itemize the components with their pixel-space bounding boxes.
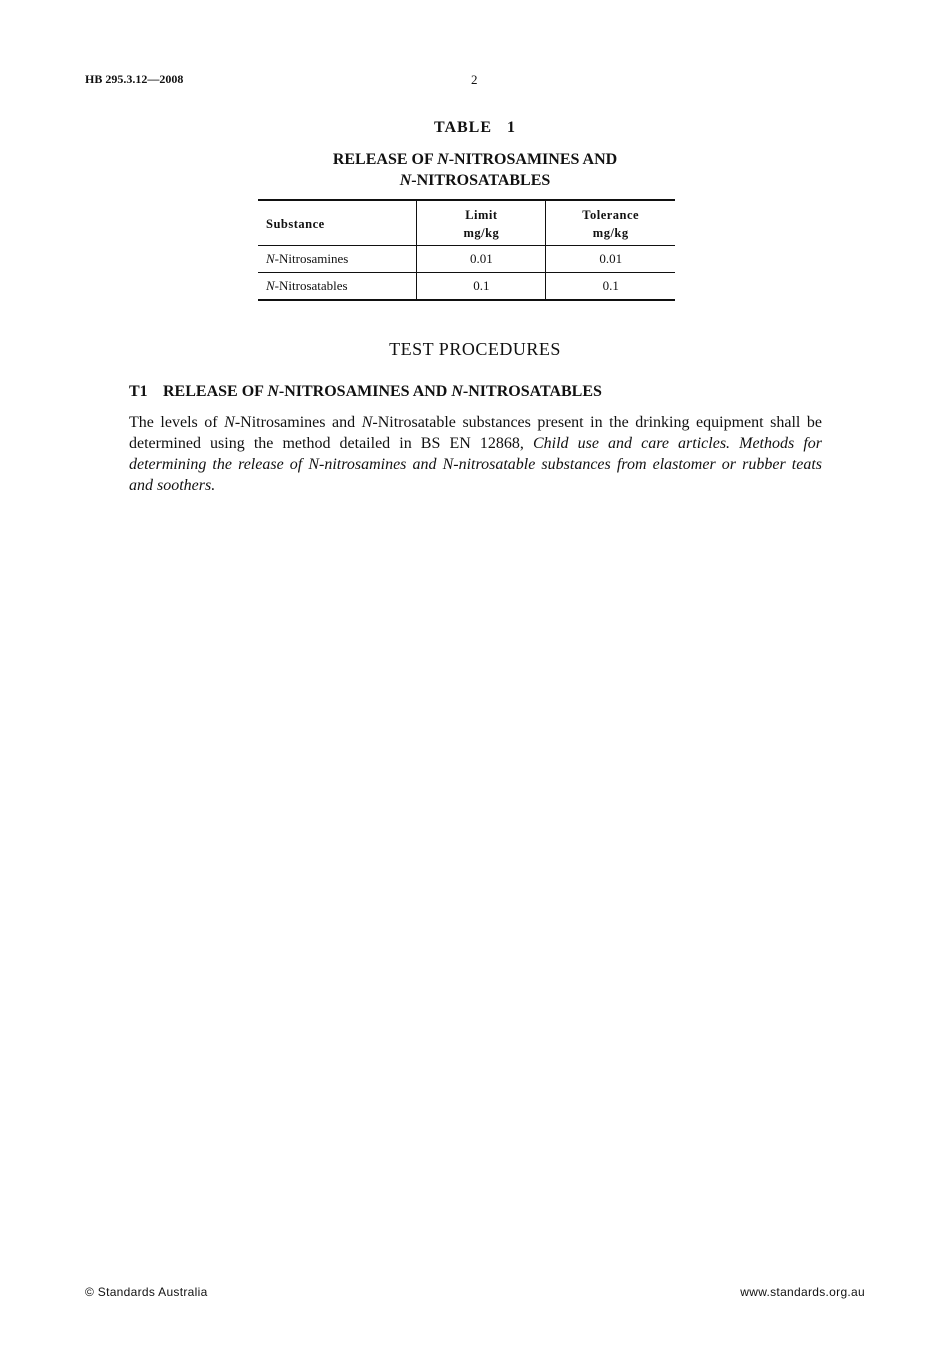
clause-title-text: RELEASE OF bbox=[163, 383, 268, 400]
page-number: 2 bbox=[471, 72, 478, 87]
table-row bbox=[258, 246, 675, 273]
section-heading: TEST PROCEDURES bbox=[389, 339, 561, 359]
table-title-text: -NITROSATABLES bbox=[411, 172, 551, 189]
clause-title-text: -NITROSAMINES AND bbox=[278, 383, 452, 400]
clause-number: T1 bbox=[129, 383, 148, 400]
cell-substance: N-Nitrosamines bbox=[258, 246, 417, 273]
clause-title-italic: N bbox=[451, 383, 463, 400]
clause-title-text: -NITROSATABLES bbox=[462, 383, 602, 400]
table-title-italic: N bbox=[437, 151, 449, 168]
footer-website: www.standards.org.au bbox=[740, 1285, 865, 1299]
clause-title-italic: N bbox=[267, 383, 279, 400]
table-title bbox=[0, 149, 950, 191]
clause-body: The levels of N-Nitrosamines and N-Nitrosatable substances present in the drinking equipment shall be determined using the method detailed in BS EN 12868, Child use and care articles. Methods for determining the release of N-nitrosamines and N-nitrosatable substances from elastomer or rubber teats and soothers. bbox=[129, 414, 822, 494]
table-number: TABLE 1 bbox=[433, 119, 517, 136]
cell-limit: 0.1 bbox=[417, 273, 546, 301]
release-table bbox=[258, 199, 675, 301]
footer-copyright: © Standards Australia bbox=[85, 1285, 208, 1299]
header-substance: Substance bbox=[258, 200, 417, 246]
cell-substance: N-Nitrosatables bbox=[258, 273, 417, 301]
referenced-standard-title: Child use and care articles. Methods for determining the release of N-nitrosamines and N-nitrosatable substances from elastomer or rubber teats and soothers. bbox=[129, 435, 822, 494]
table-title-italic: N bbox=[399, 172, 412, 189]
header-limit: Limit mg/kg bbox=[417, 200, 546, 246]
cell-tolerance: 0.1 bbox=[546, 273, 675, 301]
clause-heading bbox=[129, 383, 602, 401]
table-title-text: RELEASE OF bbox=[332, 151, 438, 168]
table-title-text: -NITROSAMINES AND bbox=[448, 151, 618, 168]
cell-tolerance: 0.01 bbox=[546, 246, 675, 273]
document-id: HB 295.3.12—2008 bbox=[85, 72, 184, 86]
header-tolerance: Tolerance mg/kg bbox=[546, 200, 675, 246]
table-header-row bbox=[258, 200, 675, 246]
cell-limit: 0.01 bbox=[417, 246, 546, 273]
table-row bbox=[258, 273, 675, 301]
